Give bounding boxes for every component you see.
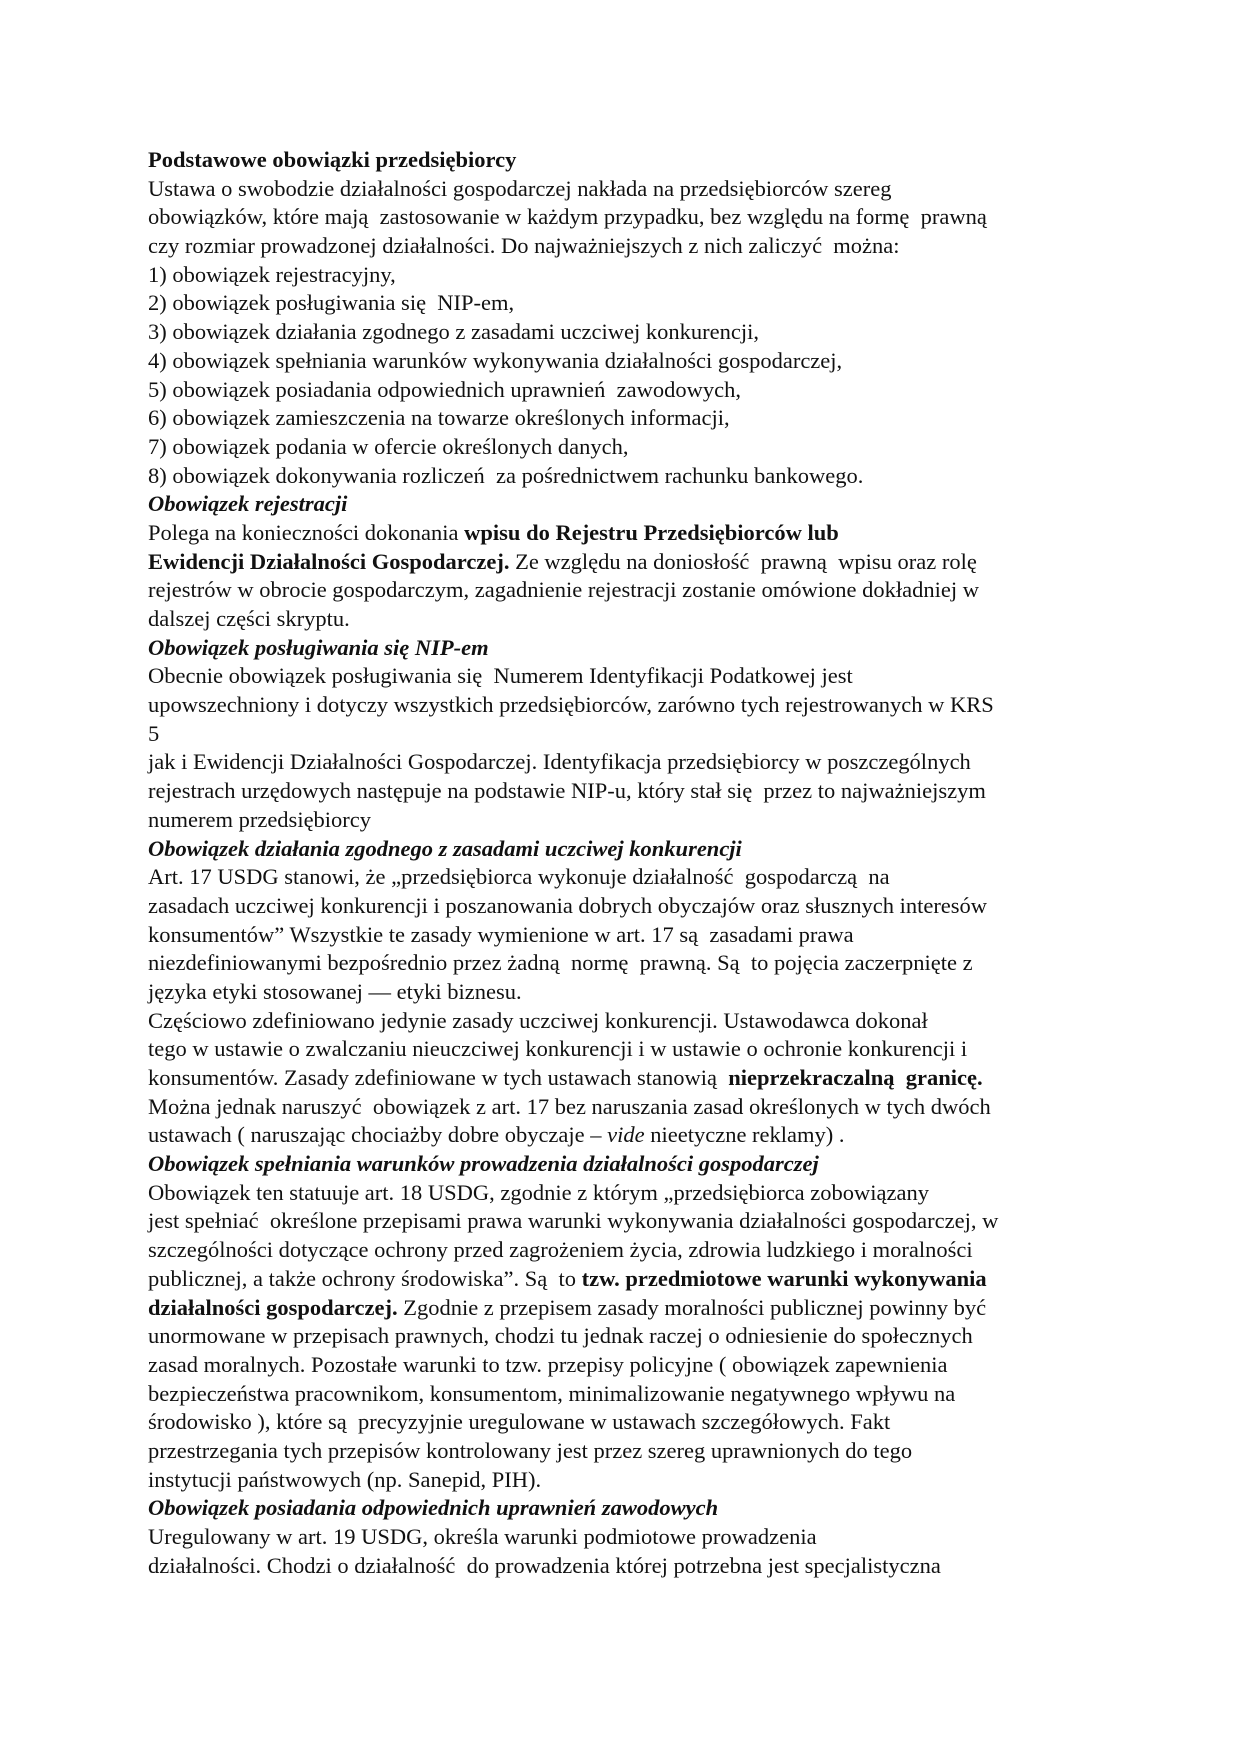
paragraph-line: Częściowo zdefiniowano jedynie zasady uczciwej konkurencji. Ustawodawca dokonał: [148, 1007, 928, 1033]
paragraph-line: unormowane w przepisach prawnych, chodzi tu jednak raczej o odniesienie do społecznych: [148, 1323, 973, 1349]
paragraph-line: zasadach uczciwej konkurencji i poszanowania dobrych obyczajów oraz słusznych interesów: [148, 892, 988, 918]
paragraph-line: jest spełniać określone przepisami prawa warunki wykonywania działalności gospodarczej, w: [148, 1208, 999, 1234]
paragraph-line: [148, 1121, 1108, 1150]
list-item: 5) obowiązek posiadania odpowiednich uprawnień zawodowych,: [148, 376, 741, 402]
section-heading: Obowiązek spełniania warunków prowadzenia działalności gospodarczej: [148, 1151, 819, 1177]
paragraph-line: konsumentów” Wszystkie te zasady wymienione w art. 17 są zasadami prawa: [148, 921, 854, 947]
paragraph-line: upowszechniony i dotyczy wszystkich przedsiębiorców, zarówno tych rejestrowanych w KRS: [148, 692, 994, 718]
section-heading: Obowiązek rejestracji: [148, 491, 348, 517]
paragraph-line: środowisko ), które są precyzyjnie uregulowane w ustawach szczegółowych. Fakt: [148, 1409, 891, 1435]
paragraph-line: rejestrów w obrocie gospodarczym, zagadnienie rejestracji zostanie omówione dokładniej w: [148, 577, 979, 603]
italic-text-run: vide: [607, 1122, 645, 1148]
list-item: 4) obowiązek spełniania warunków wykonywania działalności gospodarczej,: [148, 347, 843, 373]
paragraph-line: Obecnie obowiązek posługiwania się Numerem Identyfikacji Podatkowej jest: [148, 663, 853, 689]
paragraph-line: [148, 548, 1108, 577]
list-item: 8) obowiązek dokonywania rozliczeń za pośrednictwem rachunku bankowego.: [148, 462, 864, 488]
paragraph-line: [148, 519, 1108, 548]
paragraph-line: numerem przedsiębiorcy: [148, 806, 372, 832]
footnote-number: 5: [148, 720, 160, 746]
section-heading: Obowiązek działania zgodnego z zasadami uczciwej konkurencji: [148, 835, 742, 861]
paragraph-line: Ustawa o swobodzie działalności gospodarczej nakłada na przedsiębiorców szereg: [148, 175, 892, 201]
paragraph-line: Można jednak naruszyć obowiązek z art. 17 bez naruszania zasad określonych w tych dwóch: [148, 1093, 991, 1119]
paragraph-line: instytucji państwowych (np. Sanepid, PIH).: [148, 1466, 542, 1492]
paragraph-line: szczególności dotyczące ochrony przed zagrożeniem życia, zdrowia ludzkiego i moralności: [148, 1237, 973, 1263]
section-heading: Obowiązek posługiwania się NIP-em: [148, 634, 489, 660]
paragraph-line: bezpieczeństwa pracownikom, konsumentom, minimalizowanie negatywnego wpływu na: [148, 1380, 956, 1406]
list-item: 6) obowiązek zamieszczenia na towarze określonych informacji,: [148, 405, 730, 431]
text-run: Ze względu na doniosłość prawną wpisu oraz rolę: [509, 548, 977, 574]
list-item: 7) obowiązek podania w ofercie określonych danych,: [148, 433, 629, 459]
list-item: 3) obowiązek działania zgodnego z zasadami uczciwej konkurencji,: [148, 319, 759, 345]
paragraph-line: rejestrach urzędowych następuje na podstawie NIP-u, który stał się przez to najważniejszym: [148, 778, 986, 804]
text-run: Polega na konieczności dokonania: [148, 519, 465, 545]
paragraph-line: Uregulowany w art. 19 USDG, określa warunki podmiotowe prowadzenia: [148, 1524, 817, 1549]
document-title: Podstawowe obowiązki przedsiębiorcy: [148, 147, 517, 172]
paragraph-line: działalności. Chodzi o działalność do prowadzenia której potrzebna jest specjalistyczna: [148, 1552, 941, 1578]
paragraph-line: zasad moralnych. Pozostałe warunki to tzw. przepisy policyjne ( obowiązek zapewnienia: [148, 1351, 948, 1377]
bold-text-run: nieprzekraczalną granicę.: [728, 1065, 983, 1090]
bold-text-run: Ewidencji Działalności Gospodarczej.: [148, 548, 510, 574]
list-item: 2) obowiązek posługiwania się NIP-em,: [148, 290, 515, 316]
paragraph-line: przestrzegania tych przepisów kontrolowany jest przez szereg uprawnionych do tego: [148, 1437, 913, 1463]
paragraph-line: jak i Ewidencji Działalności Gospodarczej. Identyfikacja przedsiębiorcy w poszczególnych: [148, 749, 971, 775]
paragraph-line: [148, 1064, 1108, 1093]
bold-text-run: działalności gospodarczej.: [148, 1294, 398, 1320]
paragraph-line: Art. 17 USDG stanowi, że „przedsiębiorca wykonuje działalność gospodarczą na: [148, 864, 890, 890]
text-run: publicznej, a także ochrony środowiska”. Są to: [148, 1265, 582, 1291]
paragraph-line: niezdefiniowanymi bezpośrednio przez żadną normę prawną. Są to pojęcia zaczerpnięte z: [148, 950, 973, 976]
text-run: Zgodnie z przepisem zasady moralności publicznej powinny być: [397, 1294, 987, 1320]
text-run: konsumentów. Zasady zdefiniowane w tych ustawach stanowią: [148, 1065, 729, 1090]
bold-text-run: wpisu do Rejestru Przedsiębiorców lub: [464, 519, 839, 545]
section-heading: Obowiązek posiadania odpowiednich uprawnień zawodowych: [148, 1495, 719, 1521]
list-item: 1) obowiązek rejestracyjny,: [148, 261, 396, 287]
paragraph-line: Obowiązek ten statuuje art. 18 USDG, zgodnie z którym „przedsiębiorca zobowiązany: [148, 1179, 929, 1205]
paragraph-line: obowiązków, które mają zastosowanie w każdym przypadku, bez względu na formę prawną: [148, 204, 987, 230]
paragraph-line: [148, 1294, 1108, 1323]
paragraph-line: dalszej części skryptu.: [148, 606, 350, 631]
document-body: [148, 146, 1108, 1580]
paragraph-line: [148, 1265, 1108, 1294]
text-run: nieetyczne reklamy) .: [644, 1122, 845, 1148]
paragraph-line: języka etyki stosowanej — etyki biznesu.: [148, 978, 522, 1004]
bold-text-run: tzw. przedmiotowe warunki wykonywania: [581, 1265, 987, 1291]
paragraph-line: czy rozmiar prowadzonej działalności. Do najważniejszych z nich zaliczyć można:: [148, 233, 900, 259]
paragraph-line: tego w ustawie o zwalczaniu nieuczciwej konkurencji i w ustawie o ochronie konkurencji i: [148, 1036, 968, 1062]
text-run: ustawach ( naruszając chociażby dobre obyczaje –: [148, 1122, 608, 1148]
